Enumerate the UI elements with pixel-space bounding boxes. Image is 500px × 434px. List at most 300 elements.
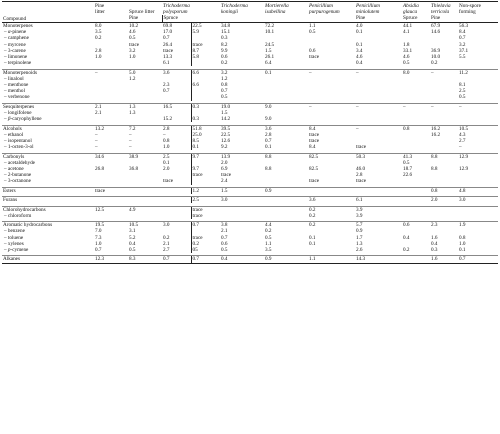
value-cell: 0.8: [163, 138, 170, 145]
value-cell: –: [94, 69, 128, 76]
column-header-line: Mortierella: [265, 3, 289, 9]
value-cell: 0.5: [309, 29, 316, 36]
value-cell: 0.2: [265, 228, 272, 235]
value-cell: 25.0: [191, 132, 220, 138]
column-header-line: Penicillium: [309, 3, 333, 9]
value-cell: 14.2: [221, 116, 231, 123]
value-cell: 5.0: [128, 69, 162, 76]
value-cell: 39.5: [220, 125, 264, 132]
compound-name: – longifolene: [4, 110, 32, 117]
value-cell: 10.5: [458, 125, 498, 132]
value-cell: 6.1: [355, 197, 402, 204]
value-cell: 26.8: [95, 166, 105, 173]
value-cell: 2.5: [191, 197, 220, 204]
value-cell: 8.8: [264, 153, 308, 160]
column-header-line: Spruce litter: [129, 9, 155, 15]
value-cell: 3.2: [459, 41, 466, 48]
column-header-line: Thielavia: [431, 3, 451, 9]
value-cell: 0.1: [191, 144, 220, 150]
value-cell: 2.8: [265, 131, 272, 138]
column-header-line: polysporum: [163, 9, 188, 15]
value-cell: 2.7: [459, 138, 466, 145]
value-cell: 0.9: [356, 228, 363, 235]
value-cell: trace: [309, 54, 320, 61]
compound-name: – p-cymene: [4, 247, 29, 253]
value-cell: 1.2: [129, 75, 136, 82]
value-cell: 12.9: [458, 153, 498, 160]
value-cell: 10.0: [431, 54, 441, 61]
value-cell: 1.5: [221, 110, 228, 117]
value-cell: 0.3: [191, 116, 220, 122]
value-cell: 15.2: [163, 116, 173, 123]
group-total-row: [2, 222, 498, 229]
compound-name: – β-caryophyllene: [4, 116, 42, 123]
value-cell: 0.7: [458, 256, 498, 263]
value-cell: 19.0: [220, 103, 264, 110]
value-cell: 05: [191, 247, 220, 253]
value-cell: 0.4: [403, 234, 410, 241]
value-cell: 5.2: [129, 234, 136, 241]
value-cell: 2.1: [95, 110, 102, 117]
column-header-9: [458, 2, 498, 16]
value-cell: 0.4: [431, 240, 438, 247]
value-cell: –: [129, 131, 132, 138]
value-cell: 2.6: [356, 247, 363, 253]
value-cell: –: [458, 103, 498, 110]
value-cell: –: [430, 69, 458, 76]
value-cell: 18.7: [403, 166, 413, 173]
value-cell: 0.4: [220, 256, 264, 263]
value-cell: trace: [191, 213, 220, 219]
value-cell: 9.7: [191, 153, 220, 160]
compound-name: – linalool: [4, 75, 24, 82]
group-total-row: [2, 197, 498, 204]
table-body: [2, 23, 498, 264]
value-cell: 8.8: [430, 153, 458, 160]
value-cell: 0.5: [265, 234, 272, 241]
value-cell: trace: [191, 206, 220, 213]
value-cell: 1.2: [191, 187, 220, 194]
value-cell: 2.1: [163, 240, 170, 247]
value-cell: –: [402, 103, 430, 110]
value-cell: 0.2: [163, 234, 170, 241]
value-cell: 1.2: [221, 75, 228, 82]
value-cell: 0.7: [191, 256, 220, 263]
column-header-0: [94, 2, 128, 16]
value-cell: 4.0: [355, 23, 402, 30]
value-cell: 0.1: [163, 159, 170, 166]
value-cell: [128, 197, 162, 204]
value-cell: 9.2: [221, 144, 228, 151]
value-cell: 2.5: [459, 88, 466, 95]
value-cell: 16.5: [162, 103, 191, 110]
value-cell: 13.9: [220, 153, 264, 160]
value-cell: 3.0: [162, 222, 191, 229]
column-header-line: Pine: [95, 3, 105, 9]
compound-name: Alcohols: [2, 125, 94, 132]
value-cell: 0.5: [129, 247, 136, 253]
value-cell: 1.0: [95, 54, 102, 61]
value-cell: 3.9: [355, 206, 402, 213]
value-cell: 0.3: [191, 103, 220, 110]
value-cell: 0.2: [308, 206, 355, 213]
value-cell: 4.1: [403, 29, 410, 36]
group-total-row: [2, 187, 498, 194]
column-header-5: [308, 2, 355, 16]
value-cell: 8.4: [309, 144, 316, 151]
compound-name: – acetaldehyde: [4, 159, 35, 166]
value-cell: 69.8: [162, 23, 191, 30]
value-cell: 3.4: [356, 47, 363, 54]
value-cell: trace: [191, 172, 220, 178]
value-cell: 12.3: [94, 256, 128, 263]
value-cell: 4.8: [458, 187, 498, 194]
value-cell: 2.8: [356, 172, 363, 179]
column-header-8: [430, 2, 458, 16]
compound-name: – menthone: [4, 82, 29, 89]
value-cell: 0.1: [309, 234, 316, 241]
column-header-line: isabellina: [265, 9, 286, 15]
value-cell: 4.6: [356, 54, 363, 61]
value-cell: –: [95, 144, 98, 151]
value-cell: 26.1: [265, 54, 275, 61]
compound-name: – ethanol: [4, 131, 24, 138]
value-cell: 0.6: [402, 222, 430, 229]
compound-name: – benzene: [4, 228, 25, 235]
value-cell: 0.4: [356, 60, 363, 67]
value-cell: 4.6: [129, 29, 136, 36]
value-cell: [162, 187, 191, 194]
value-cell: trace: [309, 131, 320, 138]
column-header-line: miniolutem: [356, 9, 380, 15]
value-cell: –: [129, 144, 132, 151]
value-cell: 41.3: [402, 153, 430, 160]
compound-name: – toluene: [4, 234, 24, 241]
value-cell: 17.0: [163, 29, 173, 36]
value-cell: 82.5: [308, 153, 355, 160]
subheader-cell: [308, 15, 355, 23]
value-cell: [402, 197, 430, 204]
compound-name: Carbonyls: [2, 153, 94, 160]
value-cell: 51.8: [191, 125, 220, 132]
volatile-compounds-table: [2, 1, 498, 264]
value-cell: 0.5: [129, 35, 136, 42]
value-cell: 8.8: [265, 166, 272, 173]
value-cell: 2.1: [221, 228, 228, 235]
compound-name: Chlorohydrocarbons: [2, 206, 94, 213]
value-cell: 7.0: [95, 228, 102, 235]
compound-name: – verbenone: [4, 94, 30, 101]
value-cell: 16.2: [431, 131, 441, 138]
compound-name: – myrcene: [4, 41, 26, 48]
group-total-row: [2, 256, 498, 263]
value-cell: 1.3: [356, 240, 363, 247]
value-cell: 0.9: [264, 256, 308, 263]
value-cell: 14.6: [431, 29, 441, 36]
value-cell: 0.1: [356, 41, 363, 48]
value-cell: 1.0: [129, 54, 136, 61]
value-cell: 0.5: [403, 159, 410, 166]
value-cell: 72.2: [264, 23, 308, 30]
value-cell: trace: [356, 178, 367, 185]
column-header-line: koningii: [221, 9, 239, 15]
value-cell: 44.1: [402, 23, 430, 30]
subheader-cell: Spruce: [162, 15, 191, 23]
value-cell: [355, 187, 402, 194]
value-cell: 37.1: [459, 47, 469, 54]
value-cell: [264, 197, 308, 204]
value-cell: 50.3: [355, 153, 402, 160]
value-cell: –: [95, 138, 98, 145]
value-cell: 1.5: [220, 187, 264, 194]
column-header-line: forming: [459, 9, 476, 15]
compound-name: – menthol: [4, 88, 25, 95]
value-cell: trace: [221, 172, 232, 179]
value-cell: 1.6: [430, 256, 458, 263]
value-cell: 0.8: [459, 234, 466, 241]
compound-name: – xylenes: [4, 240, 24, 247]
value-cell: trace: [191, 42, 220, 48]
value-cell: 0.2: [403, 247, 410, 253]
column-header-line: Trichoderma: [221, 3, 248, 9]
group-total-row: [2, 206, 498, 213]
value-cell: 8.8: [431, 166, 438, 173]
compound-name: Monoterpenoids: [2, 69, 94, 76]
value-cell: 10.1: [265, 29, 275, 36]
value-cell: 3.0: [220, 197, 264, 204]
value-cell: 9.7: [191, 166, 220, 172]
value-cell: 67.9: [430, 23, 458, 30]
compound-name: – terpinolene: [4, 60, 32, 67]
value-cell: 2.8: [162, 125, 191, 132]
value-cell: 9.0: [265, 116, 272, 123]
value-cell: [402, 256, 430, 263]
value-cell: 0.8: [430, 187, 458, 194]
value-cell: [264, 206, 308, 213]
header-row: [2, 2, 498, 16]
value-cell: 8.0: [94, 23, 128, 30]
compound-name: – limonene: [4, 54, 28, 61]
value-cell: 3.6: [308, 197, 355, 204]
value-cell: –: [430, 103, 458, 110]
value-cell: 1.6: [431, 234, 438, 241]
column-header-7: [402, 2, 430, 16]
compound-name: – isopentanol: [4, 138, 32, 145]
value-cell: 5.8: [191, 54, 220, 60]
column-header-line: glauca: [403, 9, 418, 15]
value-cell: 7.2: [128, 125, 162, 132]
compound-name: Aromatic hydrocarbons: [2, 222, 94, 229]
group-total-row: [2, 153, 498, 160]
value-cell: –: [355, 103, 402, 110]
value-cell: [430, 206, 458, 213]
compound-name: Esters: [2, 187, 94, 194]
value-cell: 0.5: [403, 60, 410, 67]
value-cell: 3.1: [129, 228, 136, 235]
value-cell: [458, 206, 498, 213]
compound-name: – acetone: [4, 166, 24, 173]
value-cell: 0.1: [309, 240, 316, 247]
subheader-cell: [264, 15, 308, 23]
group-total-row: [2, 125, 498, 132]
value-cell: [220, 206, 264, 213]
value-cell: [162, 206, 191, 213]
value-cell: trace: [356, 144, 367, 151]
subheader-cell: Pine: [355, 15, 402, 23]
compound-table-container: [2, 1, 498, 264]
value-cell: 2.0: [221, 159, 228, 166]
value-cell: 0.2: [191, 241, 220, 247]
value-cell: 1.9: [458, 222, 498, 229]
value-cell: trace: [309, 138, 320, 145]
value-cell: trace: [163, 178, 174, 185]
value-cell: 3.2: [129, 47, 136, 54]
value-cell: 6.6: [191, 69, 220, 76]
value-cell: 0.2: [431, 60, 438, 67]
value-cell: 5.9: [191, 29, 220, 35]
value-cell: 4.9: [128, 206, 162, 213]
column-header-line: terricola: [431, 9, 450, 15]
value-cell: 0.7: [162, 256, 191, 263]
value-cell: 33.1: [403, 47, 413, 54]
value-cell: 0.7: [459, 35, 466, 42]
value-cell: 0.7: [221, 88, 228, 95]
column-header-4: [264, 2, 308, 16]
value-cell: 1.1: [265, 240, 272, 247]
value-cell: 36.9: [431, 47, 441, 54]
value-cell: –: [355, 69, 402, 76]
value-cell: 3.0: [458, 197, 498, 204]
group-total-row: [2, 23, 498, 30]
value-cell: 0.6: [309, 47, 316, 54]
value-cell: 6.9: [221, 166, 228, 173]
value-cell: 1.0: [459, 240, 466, 247]
value-cell: 9.0: [264, 103, 308, 110]
value-cell: 3.6: [162, 69, 191, 76]
value-cell: 1.5: [265, 47, 272, 54]
value-cell: 56.3: [458, 23, 498, 30]
column-header-line: litter: [95, 9, 105, 15]
value-cell: 2.3: [163, 82, 170, 89]
value-cell: 8.1: [459, 82, 466, 89]
value-cell: 0.7: [95, 247, 102, 253]
value-cell: 13.3: [163, 54, 173, 61]
value-cell: 1.3: [128, 103, 162, 110]
value-cell: –: [355, 125, 402, 132]
value-cell: 0.6: [221, 240, 228, 247]
value-cell: 7.3: [95, 234, 102, 241]
table-header: [2, 2, 498, 23]
value-cell: 0.5: [221, 247, 228, 253]
value-cell: –: [308, 69, 355, 76]
value-cell: trace: [129, 41, 140, 48]
compound-name: Sesquiterpenes: [2, 103, 94, 110]
compound-name: Alkanes: [2, 256, 94, 263]
value-cell: 8.0: [402, 69, 430, 76]
value-cell: 9.9: [221, 47, 228, 54]
column-header-line: Absidia: [403, 3, 419, 9]
value-cell: 2.0: [430, 197, 458, 204]
value-cell: [162, 197, 191, 204]
value-cell: 0.1: [459, 247, 466, 253]
subheader-cell: Pine: [128, 15, 162, 23]
value-cell: –: [129, 138, 132, 145]
subheader-cell: [94, 15, 128, 23]
value-cell: 0.1: [356, 29, 363, 36]
value-cell: 12.9: [459, 166, 469, 173]
value-cell: 1.1: [308, 23, 355, 30]
group-total-row: [2, 103, 498, 110]
value-cell: 0.1: [265, 144, 272, 151]
value-cell: 2.5: [162, 153, 191, 160]
value-cell: 8.7: [191, 48, 220, 54]
value-cell: [128, 187, 162, 194]
column-header-1: [128, 2, 162, 16]
value-cell: 13.2: [94, 125, 128, 132]
value-cell: 1.0: [95, 240, 102, 247]
value-cell: 0.2: [309, 212, 316, 219]
value-cell: trace: [309, 178, 320, 185]
value-cell: 2.7: [163, 247, 170, 253]
value-cell: 2.4: [221, 178, 228, 185]
value-cell: 0.4: [129, 240, 136, 247]
compound-name: – 3-carene: [4, 47, 26, 54]
value-cell: 1.0: [163, 144, 170, 151]
value-cell: –: [459, 144, 462, 151]
value-cell: 0.8: [221, 82, 228, 89]
value-cell: 46.0: [356, 166, 366, 173]
compound-name: Monoterpenes: [2, 23, 94, 30]
value-cell: 6.4: [265, 60, 272, 67]
value-cell: –: [308, 103, 355, 110]
column-header-line: Non-spore: [459, 3, 481, 9]
value-cell: –: [95, 131, 98, 138]
value-cell: 12.6: [221, 138, 231, 145]
value-cell: 3.9: [356, 212, 363, 219]
value-cell: 34.8: [220, 23, 264, 30]
compound-name: – chloroform: [4, 212, 32, 219]
compound-name: Furans: [2, 197, 94, 204]
value-cell: [402, 187, 430, 194]
value-cell: 5.5: [459, 54, 466, 61]
compound-name: – 3-octanone: [4, 178, 31, 185]
subheader-cell: [191, 15, 220, 23]
value-cell: 26.4: [163, 41, 173, 48]
value-cell: 0.1: [264, 69, 308, 76]
value-cell: 34.6: [94, 153, 128, 160]
value-cell: 15.1: [221, 29, 231, 36]
compound-name: – α-pinene: [4, 29, 27, 36]
value-cell: 2.0: [163, 166, 170, 173]
compound-name: – 2-butanone: [4, 172, 32, 179]
value-cell: 0.5: [459, 94, 466, 101]
value-cell: 0.7: [163, 35, 170, 42]
value-cell: 4.6: [403, 54, 410, 61]
value-cell: 0.3: [431, 247, 438, 253]
subheader-cell: [220, 15, 264, 23]
value-cell: 1.3: [129, 110, 136, 117]
value-cell: 12.5: [94, 206, 128, 213]
value-cell: 16.2: [430, 125, 458, 132]
value-cell: 0.2: [221, 60, 228, 67]
value-cell: 0.7: [221, 234, 228, 241]
value-cell: 10.5: [128, 222, 162, 229]
value-cell: 0.2: [95, 35, 102, 42]
value-cell: 3.8: [220, 222, 264, 229]
value-cell: 2.1: [94, 103, 128, 110]
value-cell: 0.3: [221, 35, 228, 42]
value-cell: 3.5: [95, 29, 102, 36]
